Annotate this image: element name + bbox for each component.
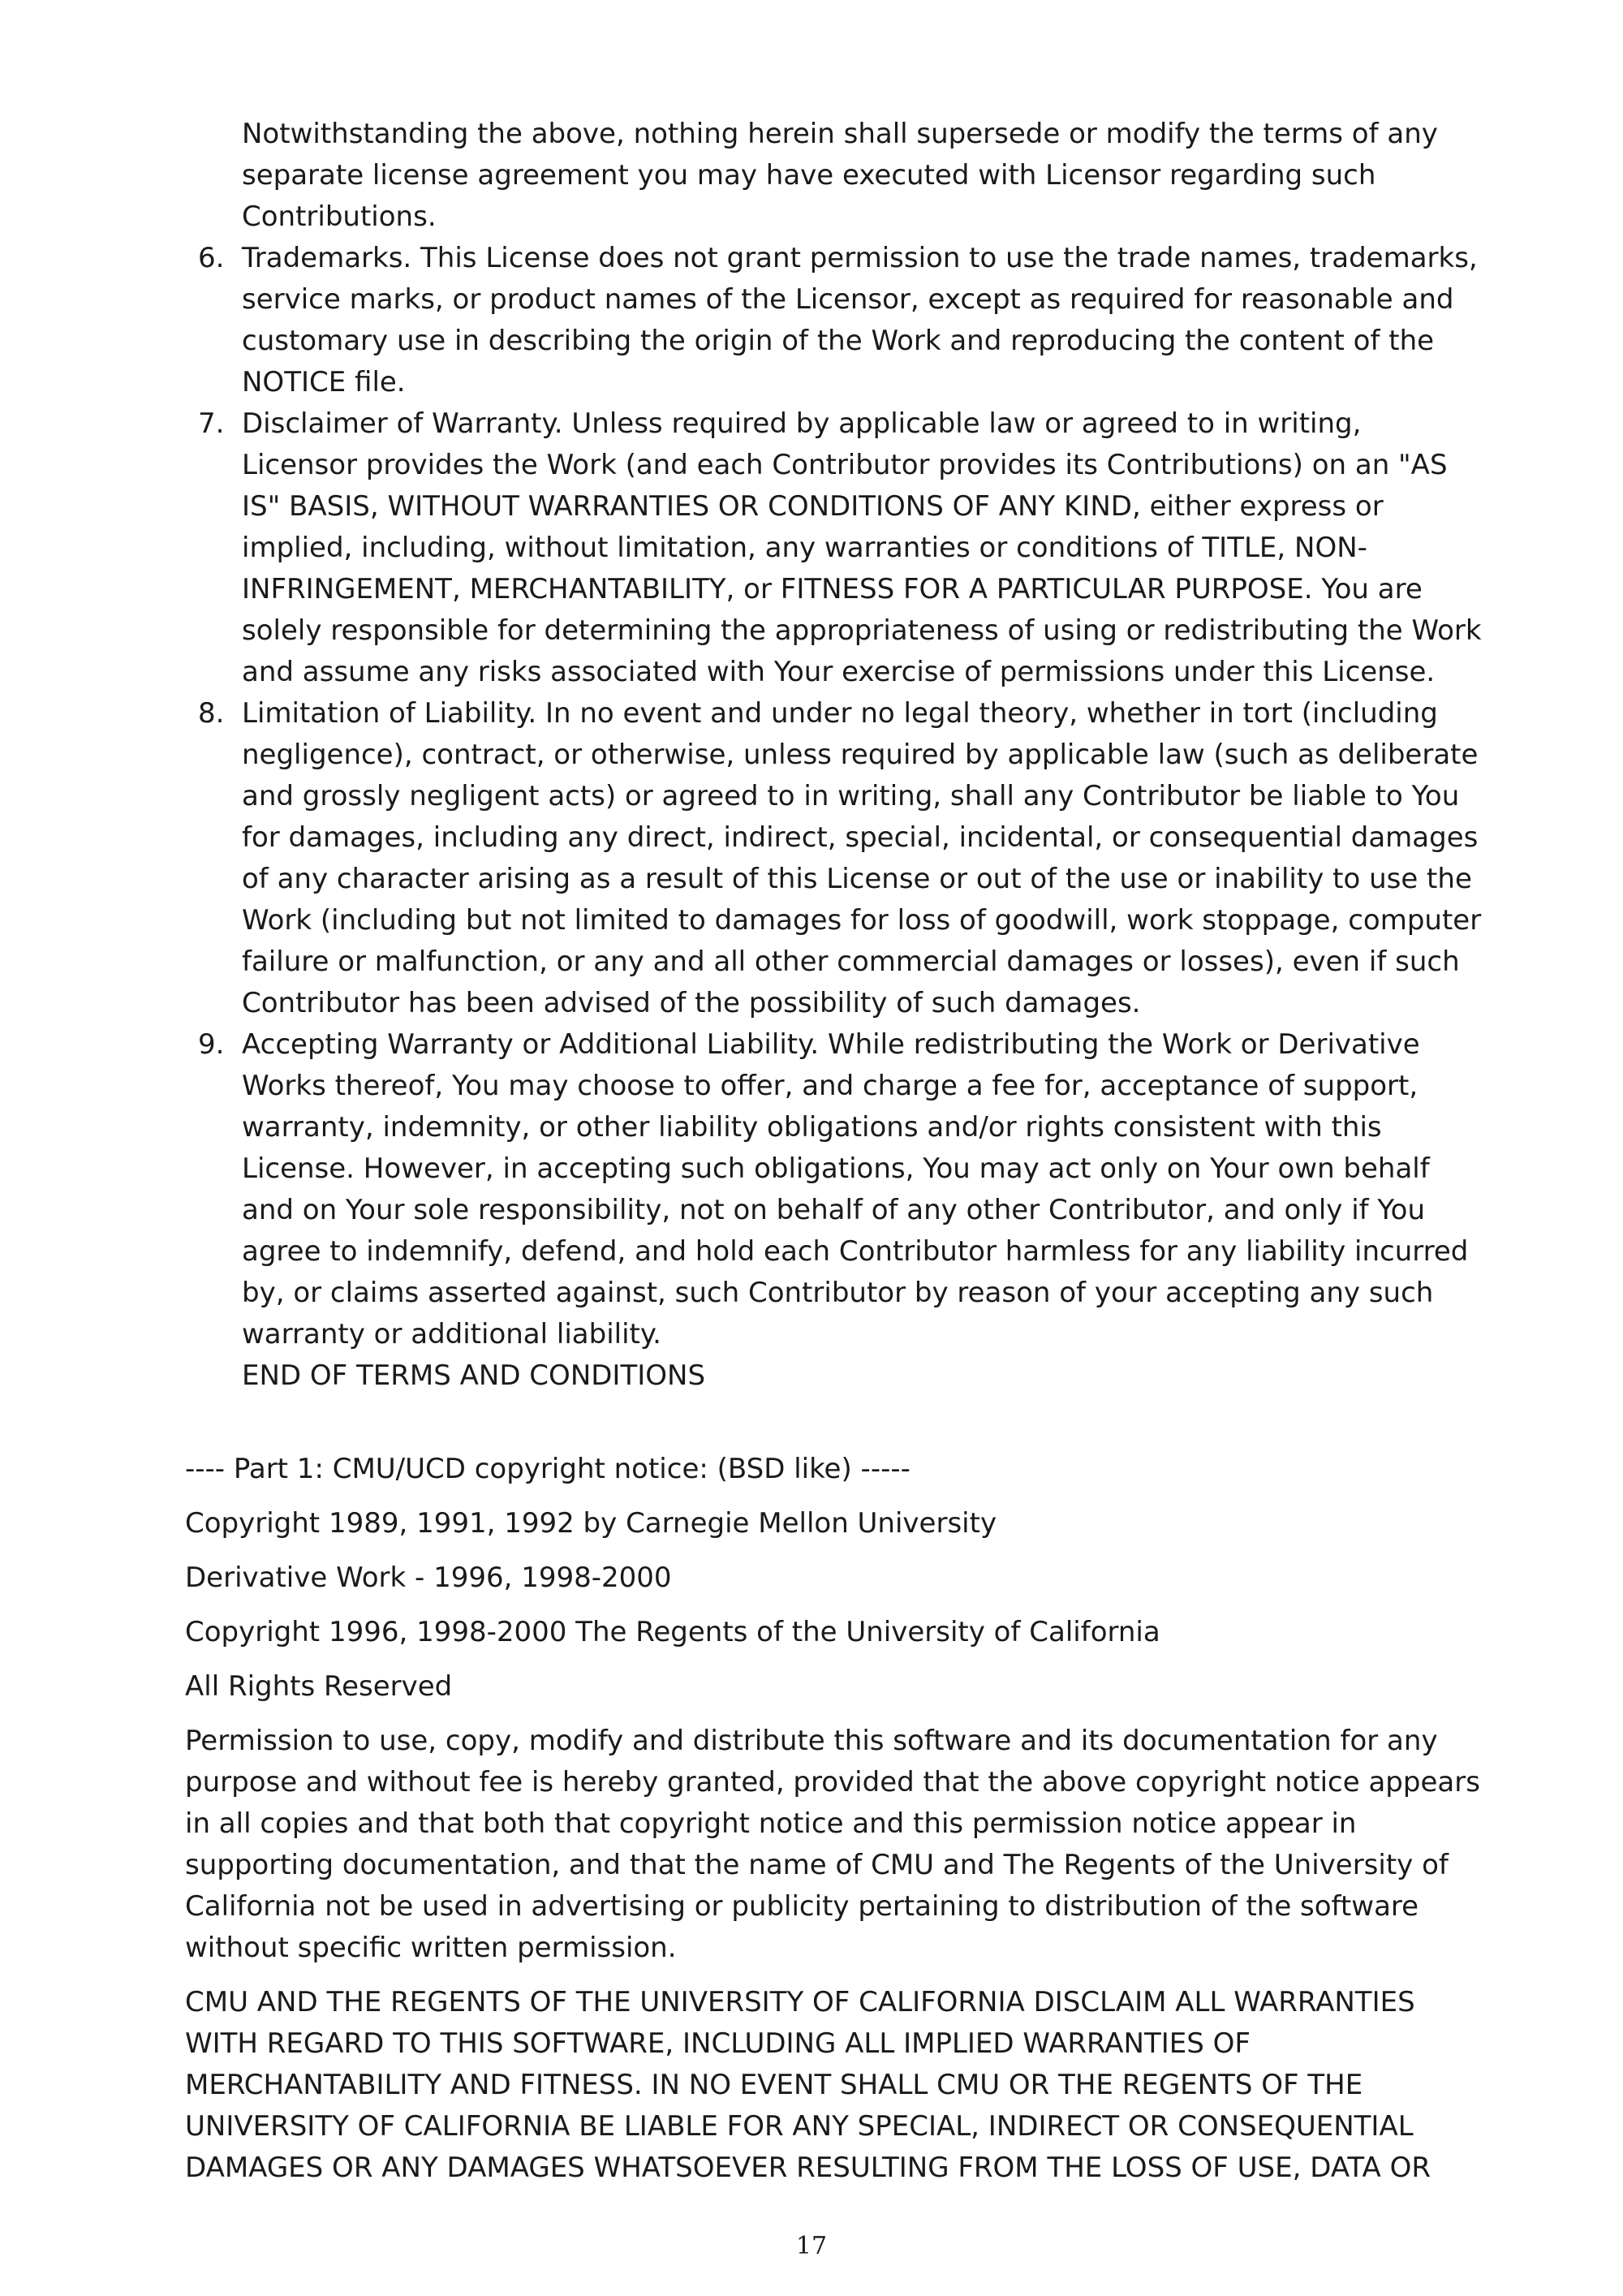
list-item (185, 693, 1483, 1024)
item-text: Limitation of Liability. In no event and under no legal theory, whether in tort (including negligence), contract, or otherwise, unless required by applicable law (such as deliberate and grossly negligent acts) or agreed to in writing, shall any Contributor be liable to You for damages, including any direct, indirect, special, incidental, or consequential damages of any character arising as a result of this License or out of the use or inability to use the Work (including but not limited to damages for loss of goodwill, work stoppage, computer failure or malfunction, or any and all other commercial damages or losses), even if such Contributor has been advised of the possibility of such damages. (242, 697, 1482, 1019)
document-page (185, 114, 1483, 2202)
list-item (185, 1024, 1483, 1355)
item-number: 9. (198, 1028, 225, 1061)
part1-section (185, 1449, 1483, 2189)
end-of-terms: END OF TERMS AND CONDITIONS (242, 1359, 706, 1392)
disclaimer-notice: CMU AND THE REGENTS OF THE UNIVERSITY OF CALIFORNIA DISCLAIM ALL WARRANTIES WITH REGARD TO THIS SOFTWARE, INCLUDING ALL IMPLIED WARRANTIES OF MERCHANTABILITY AND FITNESS. IN NO EVENT SHALL CMU OR THE REGENTS OF THE UNIVERSITY OF CALIFORNIA BE LIABLE FOR ANY SPECIAL, INDIRECT OR CONSEQUENTIAL DAMAGES OR ANY DAMAGES WHATSOEVER RESULTING FROM THE LOSS OF USE, DATA OR (185, 1986, 1431, 2184)
license-items (185, 238, 1483, 1355)
part1-heading: ---- Part 1: CMU/UCD copyright notice: (BSD like) ----- (185, 1453, 911, 1485)
item-number: 6. (198, 242, 225, 274)
item-text: Trademarks. This License does not grant permission to use the trade names, trademarks, service marks, or product names of the Licensor, except as required for reasonable and customary use in describing the origin of the Work and reproducing the content of the NOTICE file. (242, 242, 1478, 398)
all-rights-reserved: All Rights Reserved (185, 1670, 453, 1703)
list-item (185, 403, 1483, 693)
license-continuation: Notwithstanding the above, nothing herein shall supersede or modify the terms of any separate license agreement you may have executed with Licensor regarding such Contributions. (242, 118, 1438, 233)
item-text: Disclaimer of Warranty. Unless required by applicable law or agreed to in writing, Licensor provides the Work (and each Contributor provides its Contributions) on an "AS IS" BASIS, WITHOUT WARRANTIES OR CONDITIONS OF ANY KIND, either express or implied, including, without limitation, any warranties or conditions of TITLE, NON-INFRINGEMENT, MERCHANTABILITY, or FITNESS FOR A PARTICULAR PURPOSE. You are solely responsible for determining the appropriateness of using or redistributing the Work and assume any risks associated with Your exercise of permissions under this License. (242, 407, 1482, 688)
item-text: Accepting Warranty or Additional Liability. While redistributing the Work or Derivative Works thereof, You may choose to offer, and charge a fee for, acceptance of support, warranty, indemnity, or other liability obligations and/or rights consistent with this License. However, in accepting such obligations, You may act only on Your own behalf and on Your sole responsibility, not on behalf of any other Contributor, and only if You agree to indemnify, defend, and hold each Contributor harmless for any liability incurred by, or claims asserted against, such Contributor by reason of your accepting any such warranty or additional liability. (242, 1028, 1469, 1350)
page-number: 17 (795, 2232, 828, 2260)
derivative-work: Derivative Work - 1996, 1998-2000 (185, 1562, 672, 1594)
list-item (185, 238, 1483, 403)
copyright-cmu: Copyright 1989, 1991, 1992 by Carnegie Mellon University (185, 1507, 997, 1540)
permission-notice: Permission to use, copy, modify and distribute this software and its documentation for any purpose and without fee is hereby granted, provided that the above copyright notice appears in all copies and that both that copyright notice and this permission notice appear in supporting documentation, and that the name of CMU and The Regents of the University of California not be used in advertising or publicity pertaining to distribution of the software without specific written permission. (185, 1725, 1480, 1964)
item-number: 8. (198, 697, 225, 730)
copyright-regents: Copyright 1996, 1998-2000 The Regents of the University of California (185, 1616, 1160, 1648)
item-number: 7. (198, 407, 225, 440)
